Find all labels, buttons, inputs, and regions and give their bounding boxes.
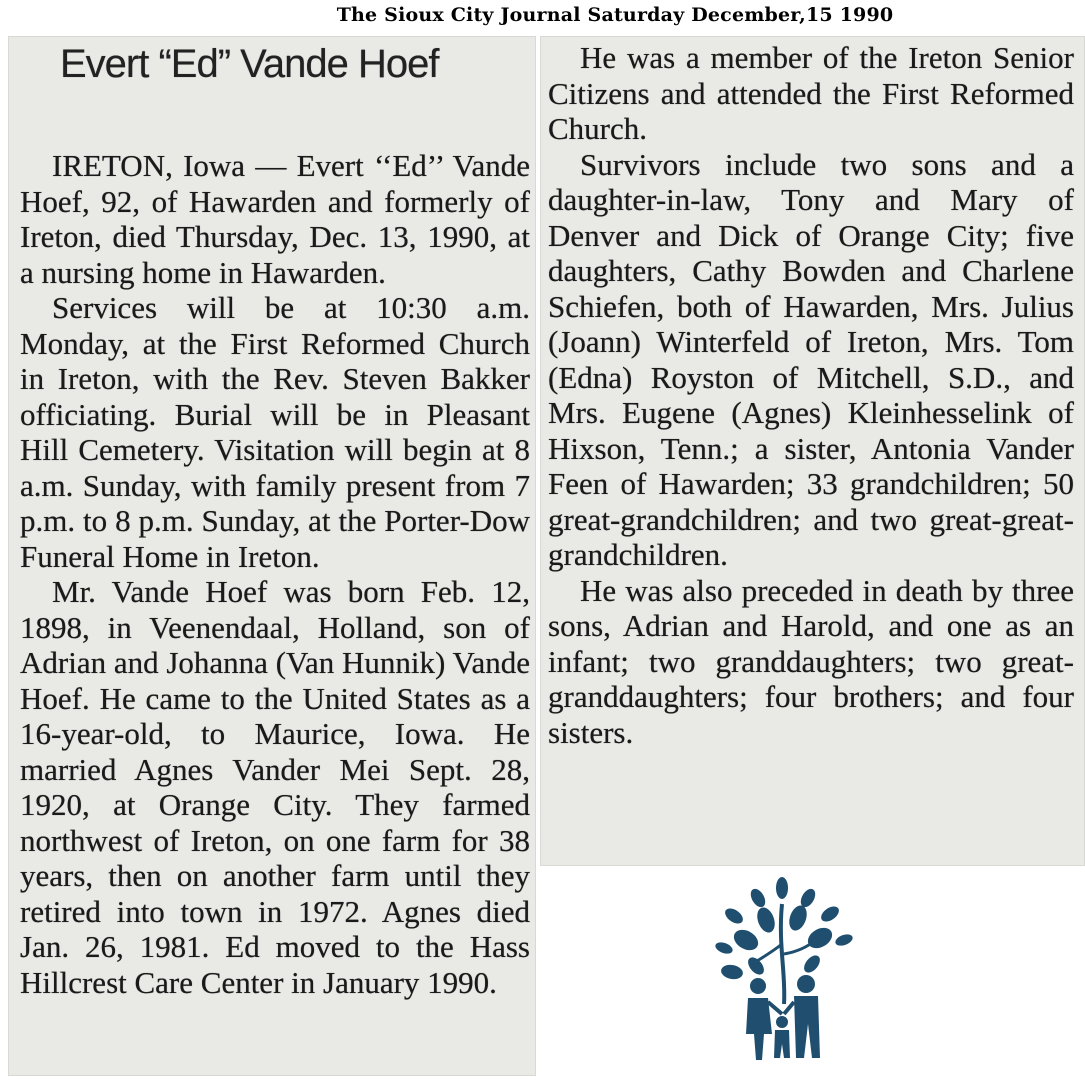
paragraph-death-notice: IRETON, Iowa — Evert ‘‘Ed’’ Vande Hoef, 92, of Hawarden and formerly of Ireton, died Thursday, Dec. 13, 1990, at a nursing home in Hawarden. [20, 148, 530, 290]
paragraph-membership: He was a member of the Ireton Senior Citizens and attended the First Reformed Church. [548, 40, 1074, 146]
family-tree-icon [712, 874, 857, 1064]
paragraph-survivors: Survivors include two sons and a daughter-in-law, Tony and Mary of Denver and Dick of Orange City; five daughters, Cathy Bowden and Charlene Schiefen, both of Hawarden, Mrs. Julius (Joann) Winterfeld of Ireton, Mrs. Tom (Edna) Royston of Mitchell, S.D., and Mrs. Eugene (Agnes) Kleinhesselink of Hixson, Tenn.; a sister, Antonia Vander Feen of Hawarden; 33 grandchildren; 50 great-grandchildren; and two great-great-grandchildren. [548, 146, 1074, 572]
clipping-right-column [540, 36, 1085, 866]
right-column-text [548, 40, 1074, 750]
paragraph-services: Services will be at 10:30 a.m. Monday, at the First Reformed Church in Ireton, with the Rev. Steven Bakker officiating. Burial will be in Pleasant Hill Cemetery. Visitation will begin at 8 a.m. Sunday, with family present from 7 p.m. to 8 p.m. Sunday, at the Porter-Dow Funeral Home in Ireton. [20, 290, 530, 574]
paragraph-biography: Mr. Vande Hoef was born Feb. 12, 1898, in Veenendaal, Holland, son of Adrian and Johanna (Van Hunnik) Vande Hoef. He came to the United States as a 16-year-old, to Maurice, Iowa. He married Agnes Vander Mei Sept. 28, 1920, at Orange City. They farmed northwest of Ireton, on one farm for 38 years, then on another farm until they retired into town in 1972. Agnes died Jan. 26, 1981. Ed moved to the Hass Hillcrest Care Center in January 1990. [20, 574, 530, 1000]
left-column-text [20, 148, 530, 1000]
clipping-left-column [8, 36, 536, 1076]
obituary-title: Evert “Ed” Vande Hoef [60, 42, 439, 86]
paragraph-preceded: He was also preceded in death by three sons, Adrian and Harold, and one as an infant; two granddaughters; two great-granddaughters; four brothers; and four sisters. [548, 572, 1074, 750]
publication-header: The Sioux City Journal Saturday December,15 1990 [336, 4, 894, 26]
